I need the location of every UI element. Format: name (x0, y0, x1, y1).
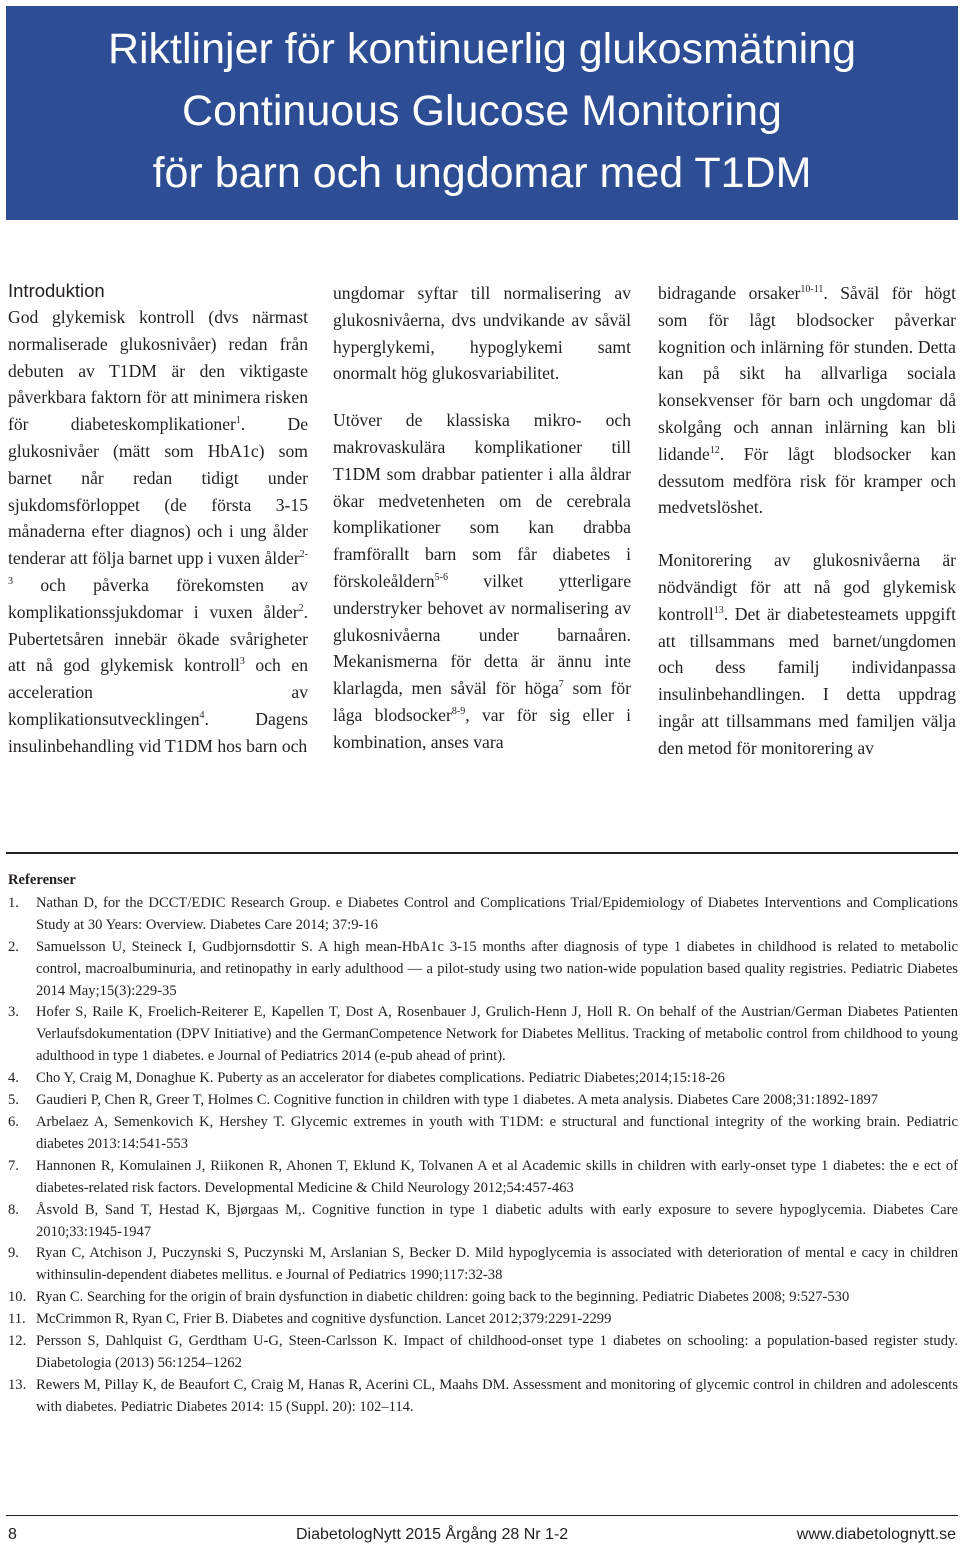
reference-number: 4. (8, 1070, 19, 1087)
footer-divider (6, 1515, 958, 1516)
article-column-3 (658, 280, 956, 762)
reference-text: Cho Y, Craig M, Donaghue K. Puberty as an accelerator for diabetes complications. Pediatric Diabetes;2014;15:18-26 (36, 1070, 725, 1087)
reference-number: 10. (8, 1289, 27, 1306)
article-column-1 (8, 278, 308, 760)
reference-number: 5. (8, 1092, 19, 1109)
reference-item (8, 1002, 958, 1068)
reference-number: 7. (8, 1157, 19, 1174)
paragraph: God glykemisk kontroll (dvs närmast normaliserade glukosnivåer) redan från debuten av T1DM är den viktigaste påverkbara faktorn för att minimera risken för diabeteskomplikationer$^1$. De glukosnivåer (mätt som HbA1c) som barnet når redan tidigt under sjukdomsförloppet (de första 3-15 månaderna efter diagnos) och i ung ålder tenderar att följa barnet upp i vuxen ålder$^{2-3}$ och påverka förekomsten av komplikationssjukdomar i vuxen ålder$^2$. Pubertetsåren innebär ökade svårigheter att nå god glykemisk kontroll$^3$ och en acceleration av komplikationsutvecklingen$^4$. Dagens insulinbehandling vid T1DM hos barn och (8, 307, 308, 756)
reference-number: 8. (8, 1201, 19, 1218)
reference-text: Arbelaez A, Semenkovich K, Hershey T. Glycemic extremes in youth with T1DM: e structural and functional integrity of the working brain. Pediatric diabetes 2013:14:541-553 (36, 1113, 958, 1152)
reference-text: Åsvold B, Sand T, Hestad K, Bjørgaas M,. Cognitive function in type 1 diabetic adults with early exposure to severe hypoglycemia. Diabetes Care 2010;33:1945-1947 (36, 1201, 958, 1240)
reference-text: Hannonen R, Komulainen J, Riikonen R, Ahonen T, Eklund K, Tolvanen A et al Academic skills in children with early-onset type 1 diabetes: the e ect of diabetes-related risk factors. Developmental Medicine & Child Neurology 2012;54:457-463 (36, 1157, 958, 1196)
paragraph: Monitorering av glukosnivåerna är nödvändigt för att nå god glykemisk kontroll$^{13}$. Det är diabetesteamets uppgift att tillsammans med barnet/ungdomen och dess familj individanpassa insulinbehandlingen. I detta uppdrag ingår att tillsammans med familjen välja den metod för monitorering av (658, 550, 956, 758)
paragraph: Utöver de klassiska mikro- och makrovaskulära komplikationer till T1DM som drabbar patienter i alla åldrar ökar medvetenheten om de cerebrala komplikationer som kan drabba framförallt barn som får diabetes i förskoleåldern$^{5-6}$ vilket ytterligare understryker behovet av normalisering av glukosnivåerna under barnaåren. Mekanismerna för detta är ännu inte klarlagda, men såväl för höga$^7$ som för låga blodsocker$^{8-9}$, var för sig eller i kombination, anses vara (333, 410, 632, 752)
reference-item (8, 1309, 958, 1331)
reference-item (8, 1287, 958, 1309)
reference-number: 2. (8, 938, 19, 955)
reference-text: Nathan D, for the DCCT/EDIC Research Group. e Diabetes Control and Complications Trial/Epidemiology of Diabetes Interventions and Complications Study at 30 Years: Overview. Diabetes Care 2014; 37:9-16 (36, 894, 958, 933)
reference-number: 1. (8, 894, 19, 911)
references-section (8, 870, 958, 1419)
paragraph: ungdomar syftar till normalisering av glukosnivåerna, dvs undvikande av såväl hyperglykemi, hypoglykemi samt onormalt hög glukosvariabilitet. (333, 283, 631, 384)
reference-item (8, 1156, 958, 1200)
reference-number: 9. (8, 1245, 19, 1262)
reference-text: Samuelsson U, Steineck I, Gudbjornsdottir S. A high mean-HbA1c 3-15 months after diagnosis of type 1 diabetes in childhood is related to metabolic control, macroalbuminuria, and retinopathy in early adulthood — a pilot-study using two nation-wide population based quality registries. Pediatric Diabetes 2014 May;15(3):229-35 (36, 938, 958, 999)
page-footer (6, 1523, 958, 1547)
reference-number: 3. (8, 1004, 19, 1021)
page-number: 8 (8, 1526, 17, 1543)
title-banner (6, 6, 958, 220)
journal-issue: DiabetologNytt 2015 Årgång 28 Nr 1-2 (296, 1526, 569, 1543)
website-url: www.diabetolognytt.se (796, 1526, 956, 1543)
divider (6, 852, 958, 854)
reference-item (8, 1375, 958, 1419)
reference-text: McCrimmon R, Ryan C, Frier B. Diabetes and cognitive dysfunction. Lancet 2012;379:2291-2299 (36, 1311, 612, 1328)
reference-text: Persson S, Dahlquist G, Gerdtham U-G, Steen-Carlsson K. Impact of childhood-onset type 1 diabetes on schooling: a population-based register study. Diabetologia (2013) 56:1254–1262 (36, 1333, 958, 1371)
reference-text: Ryan C, Atchison J, Puczynski S, Puczynski M, Arslanian S, Becker D. Mild hypoglycemia is associated with deterioration of mental e cacy in children withinsulin-dependent diabetes mellitus. e Journal of Pediatrics 1990;117:32-38 (36, 1245, 958, 1284)
reference-item (8, 937, 958, 1003)
article-column-2 (333, 280, 631, 756)
reference-number: 11. (8, 1311, 26, 1328)
reference-number: 12. (8, 1333, 27, 1350)
reference-item (8, 1068, 958, 1090)
reference-item (8, 1331, 958, 1375)
reference-number: 6. (8, 1113, 19, 1130)
reference-text: Ryan C. Searching for the origin of brain dysfunction in diabetic children: going back to the beginning. Pediatric Diabetes 2008; 9:527-530 (36, 1289, 850, 1306)
reference-text: Gaudieri P, Chen R, Greer T, Holmes C. Cognitive function in children with type 1 diabetes. A meta analysis. Diabetes Care 2008;31:1892-1897 (36, 1092, 879, 1109)
reference-text: Rewers M, Pillay K, de Beaufort C, Craig M, Hanas R, Acerini CL, Maahs DM. Assessment and monitoring of glycemic control in children and adolescents with diabetes. Pediatric Diabetes 2014: 15 (Suppl. 20): 102–114. (36, 1376, 958, 1415)
references-list (8, 893, 958, 1419)
reference-item (8, 1243, 958, 1287)
reference-item (8, 1112, 958, 1156)
reference-item (8, 1090, 958, 1112)
reference-item (8, 893, 958, 937)
reference-number: 13. (8, 1376, 27, 1393)
section-heading: Introduktion (8, 280, 105, 301)
title-line-1: Riktlinjer för kontinuerlig glukosmätning (107, 25, 857, 73)
title-line-2: Continuous Glucose Monitoring (182, 87, 782, 135)
reference-item (8, 1200, 958, 1244)
paragraph: bidragande orsaker$^{10-11}$. Såväl för högt som för lågt blodsocker påverkar kognition och inlärning för stunden. Detta kan på sikt ha allvarliga sociala konsekvenser för barn och ungdomar då skolgång och annan inlärning kan bli lidande$^{12}$. För lågt blodsocker kan dessutom medföra risk för kramper och medvetslöshet. (658, 283, 956, 518)
title-line-3: för barn och ungdomar med T1DM (152, 149, 812, 197)
references-heading: Referenser (8, 872, 76, 888)
reference-text: Hofer S, Raile K, Froelich-Reiterer E, Kapellen T, Dost A, Rosenbauer J, Grulich-Henn J, Holl R. On behalf of the Austrian/German Diabetes Patienten Verlaufsdokumentation (DPV Initiative) and the GermanCompetence Network for Diabetes Mellitus. Tracking of metabolic control from childhood to young adulthood in type 1 diabetes. e Journal of Pediatrics 2014 (e-pub ahead of print). (36, 1004, 958, 1065)
